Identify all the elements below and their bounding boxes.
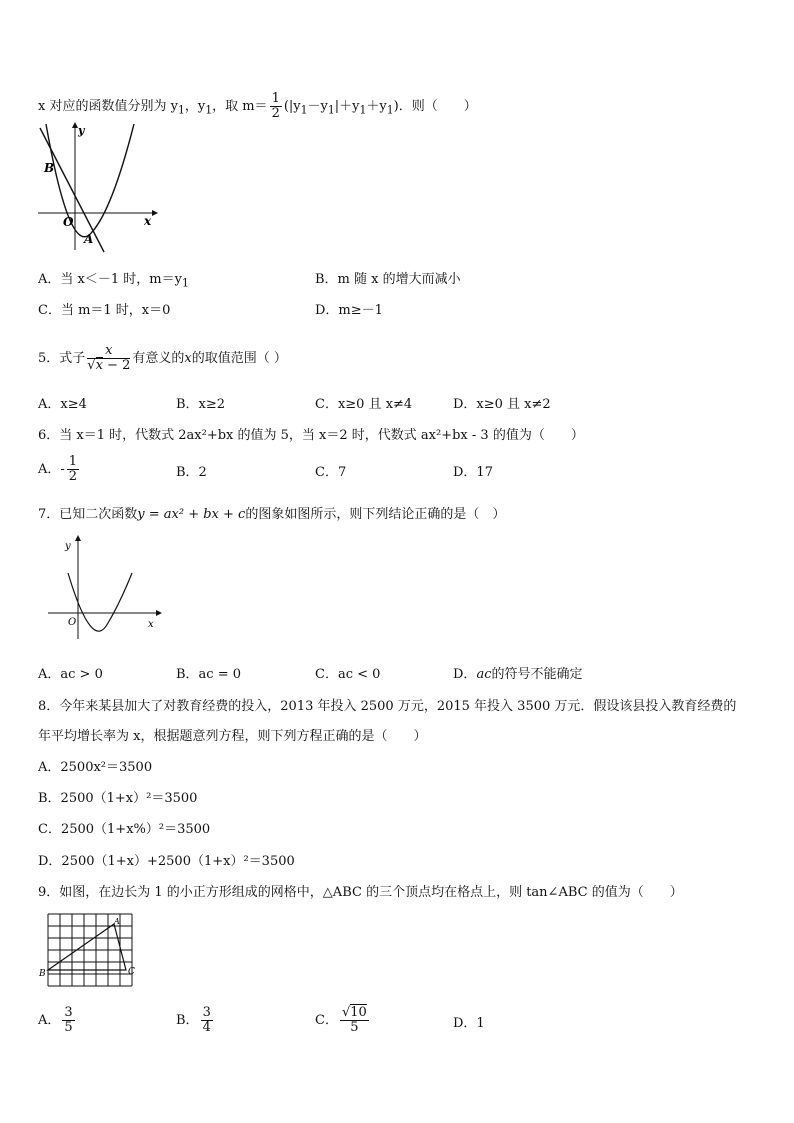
sqrt-symbol: √: [87, 358, 96, 373]
q4-option-b: B．m 随 x 的增大而减小: [315, 272, 461, 287]
q7-label-o: O: [68, 617, 77, 628]
q9-label-b: B: [39, 969, 46, 979]
q5-option-d: D．x≥0 且 x≠2: [453, 397, 551, 412]
q4-x-arrow: [152, 210, 158, 216]
half-fraction: $\frac{1}{2}$: [271, 91, 280, 121]
q7-option-c: C．ac < 0: [315, 667, 381, 682]
q8-stem-line1: 8．今年来某县加大了对教育经费的投入，2013 年投入 2500 万元，2015 年投入 3500 万元．假设该县投入教育经费的: [38, 699, 737, 714]
q8-option-c: C．2500（1+x%）²＝3500: [38, 822, 211, 837]
q5-stem: 5．式子 $\frac{x}{√x - 2}$ 有意义的x的取值范围（ ）: [38, 343, 287, 373]
q4-option-d: D．m≥－1: [315, 303, 383, 318]
q4-label-x: x: [144, 214, 152, 228]
q7-y-arrow: [75, 535, 81, 541]
q5-option-c: C．x≥0 且 x≠4: [315, 397, 413, 412]
q4-line: [40, 128, 104, 252]
q9-option-c-fraction: $\frac{√10}{5}$: [341, 1005, 367, 1035]
q7-formula: y = ax² + bx + c: [137, 507, 246, 522]
q7-option-d: D．ac的符号不能确定: [453, 667, 583, 682]
q5-option-b: B．x≥2: [176, 397, 226, 412]
q9-option-a: A． $\frac{3}{5}$: [38, 1005, 73, 1035]
q6-option-a: A．- $\frac{1}{2}$: [38, 454, 78, 484]
q9-stem: 9．如图，在边长为 1 的小正方形组成的网格中，△ABC 的三个顶点均在格点上，则 tan∠ABC 的值为（ ）: [38, 885, 683, 900]
q8-option-b: B．2500（1+x）²＝3500: [38, 791, 198, 806]
q4-label-a: A: [84, 232, 94, 246]
q4-label-b: B: [44, 161, 55, 175]
q9-option-a-fraction: $\frac{3}{5}$: [64, 1005, 73, 1035]
q7-option-b: B．ac = 0: [176, 667, 242, 682]
q9-option-c: C． $\frac{√10}{5}$: [315, 1005, 367, 1035]
q4-label-y: y: [78, 124, 85, 137]
q6-stem: 6．当 x＝1 时，代数式 2ax²+bx 的值为 5，当 x＝2 时，代数式 ax²+bx - 3 的值为（ ）: [38, 428, 584, 443]
q9-option-b: B． $\frac{3}{4}$: [176, 1005, 211, 1035]
q4-graph-figure: [30, 120, 160, 255]
q9-option-b-fraction: $\frac{3}{4}$: [202, 1005, 211, 1035]
q8-option-a: A．2500x²＝3500: [38, 760, 153, 775]
q9-grid-figure: [38, 910, 148, 988]
q6-option-b: B．2: [176, 465, 207, 480]
q4-option-c: C．当 m＝1 时，x＝0: [38, 303, 171, 318]
q9-label-c: C: [128, 967, 135, 977]
q6-option-d: D．17: [453, 465, 493, 480]
q7-label-y: y: [65, 541, 71, 552]
q7-option-a: A．ac > 0: [38, 667, 103, 682]
q8-option-d: D．2500（1+x）+2500（1+x）²＝3500: [38, 854, 295, 869]
q7-stem: 7．已知二次函数y = ax² + bx + c的图象如图所示，则下列结论正确的是（ ）: [38, 507, 506, 522]
q9-label-a: A: [114, 917, 120, 926]
q7-x-arrow: [156, 610, 162, 616]
q5-fraction: $\frac{x}{√x - 2}$: [87, 343, 131, 373]
q9-option-d: D．1: [453, 1016, 485, 1031]
q4-stem: x 对应的函数值分别为 $y_1$，$y_1$，取 m＝ $\frac{1}{2}$ $(|y_1-y_1|+y_1+y_1)$．则（ ）: [38, 91, 477, 121]
q6-option-c: C．7: [315, 465, 347, 480]
q4-label-o: O: [63, 215, 74, 229]
q4-option-a: A．当 x＜－1 时，$m=y_1$: [38, 272, 189, 290]
q5-option-a: A．x≥4: [38, 397, 87, 412]
q7-graph-figure: [40, 535, 170, 645]
q4-parabola: [46, 124, 134, 237]
q6-option-a-fraction: $\frac{1}{2}$: [68, 454, 78, 484]
q7-label-x: x: [148, 619, 154, 630]
sqrt-symbol: √: [341, 1005, 351, 1020]
q8-stem-line2: 年平均增长率为 x，根据题意列方程，则下列方程正确的是（ ）: [38, 729, 427, 744]
